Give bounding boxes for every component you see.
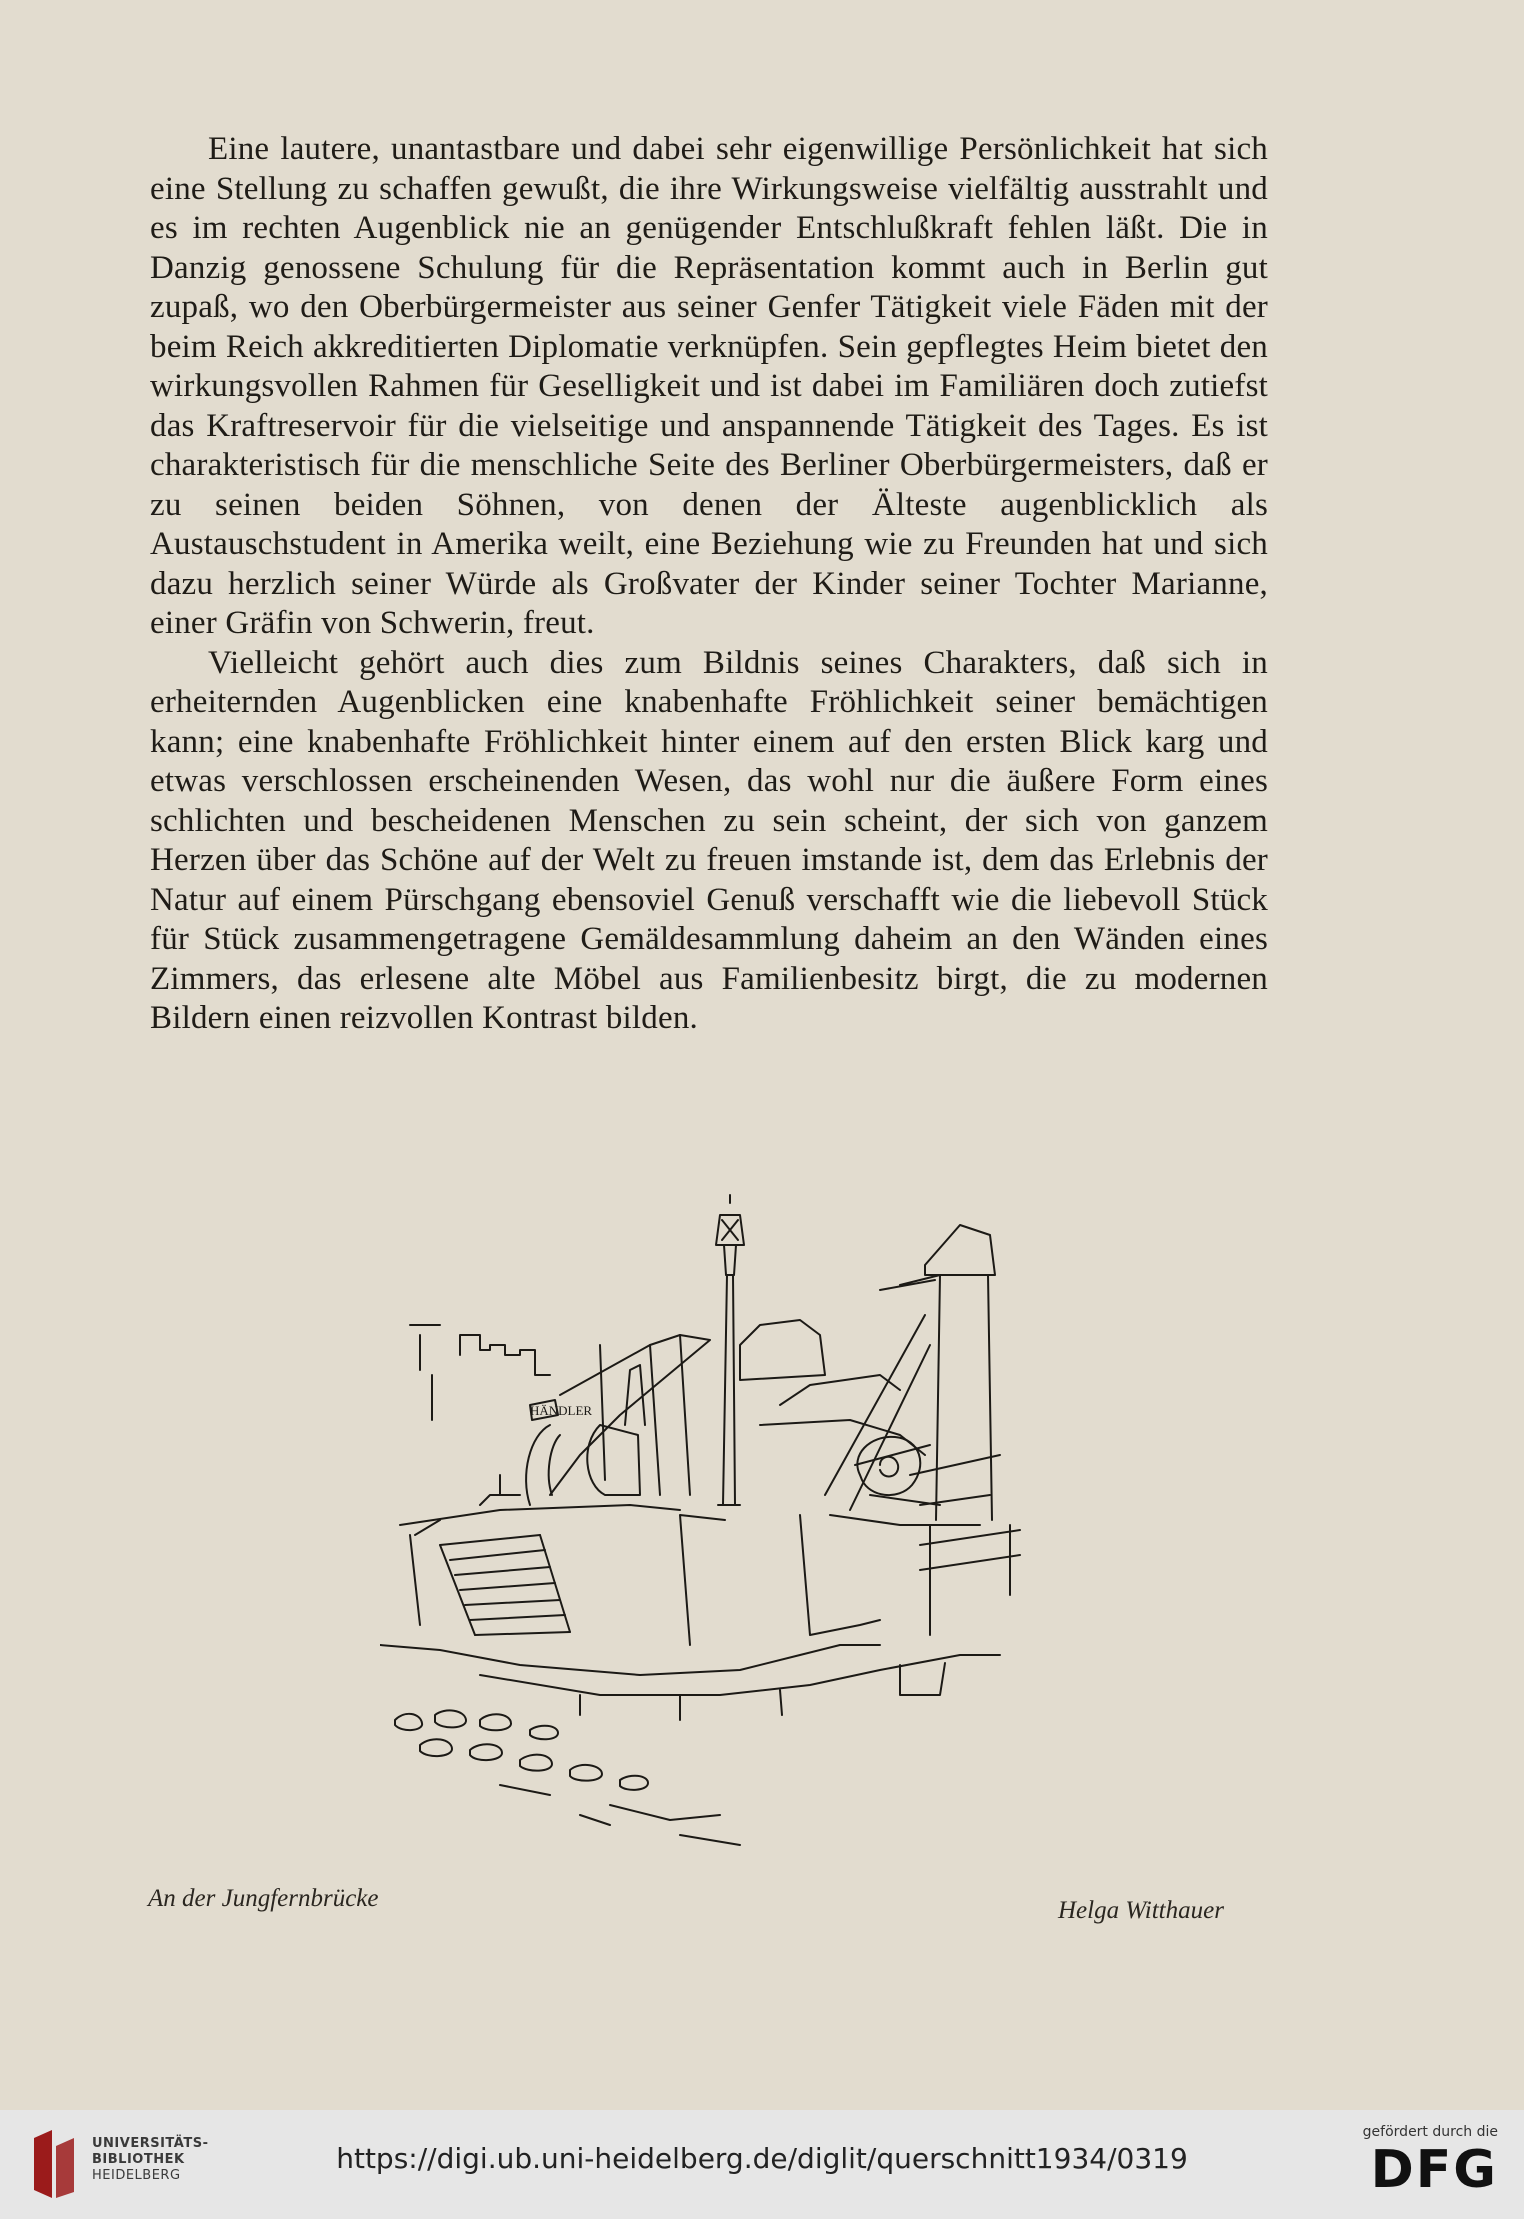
funding-label: gefördert durch die	[1362, 2124, 1498, 2140]
paragraph-2: Vielleicht gehört auch dies zum Bildnis seines Charakters, daß sich in erheiternden Augenblicken eine knabenhafte Fröhlichkeit seiner bemächtigen kann; eine knabenhafte Fröhlichkeit hinter einem auf den ersten Blick karg und etwas verschlossen erscheinenden Wesen, das wohl nur die äußere Form eines schlichten und bescheidenen Menschen zu sein scheint, der sich von ganzem Herzen über das Schöne auf der Welt zu freuen imstande ist, dem das Erlebnis der Natur auf einem Pürschgang ebensoviel Genuß verschafft wie die liebevoll Stück für Stück zusammengetragene Gemäldesammlung daheim an den Wänden eines Zimmers, das erlesene alte Möbel aus Familienbesitz birgt, die zu modernen Bildern einen reizvollen Kontrast bilden.	[150, 644, 1268, 1036]
sign-text: HÄNDLER	[530, 1403, 593, 1418]
footer-bar	[0, 2110, 1524, 2219]
funding-credit	[1298, 2124, 1498, 2200]
paragraph-1: Eine lautere, unantastbare und dabei sehr eigenwillige Persönlichkeit hat sich eine Stellung zu schaffen gewußt, die ihre Wirkungsweise vielfältig ausstrahlt und es im rechten Augenblick nie an genügender Entschlußkraft fehlen läßt. Die in Danzig genossene Schulung für die Repräsentation kommt auch in Berlin gut zupaß, wo den Oberbürgermeister aus seiner Genfer Tätigkeit viele Fäden mit der beim Reich akkreditierten Diplomatie verknüpfen. Sein gepflegtes Heim bietet den wirkungsvollen Rahmen für Geselligkeit und ist dabei im Familiären doch zutiefst das Kraftreservoir für die vielseitige und anspannende Tätigkeit des Tages. Es ist charakteristisch für die menschliche Seite des Berliner Oberbürgermeisters, daß er zu seinen beiden Söhnen, von denen der Älteste augenblicklich als Austauschstudent in Amerika weilt, eine Beziehung wie zu Freunden hat und sich dazu herzlich seiner Würde als Großvater der Kinder seiner Tochter Marianne, einer Gräfin von Schwerin, freut.	[150, 131, 1268, 641]
body-text	[150, 130, 1268, 1039]
illustration-artist: Helga Witthauer	[1058, 1897, 1224, 1924]
permalink-url[interactable]: https://digi.ub.uni-heidelberg.de/diglit/querschnitt1934/0319	[336, 2142, 1188, 2175]
library-name: UNIVERSITÄTS- BIBLIOTHEK HEIDELBERG	[92, 2136, 209, 2183]
illustration-caption: An der Jungfernbrücke	[148, 1885, 379, 1912]
jungfernbruecke-drawing	[380, 1175, 1260, 1875]
dfg-logo: DFG	[1370, 2140, 1498, 2200]
